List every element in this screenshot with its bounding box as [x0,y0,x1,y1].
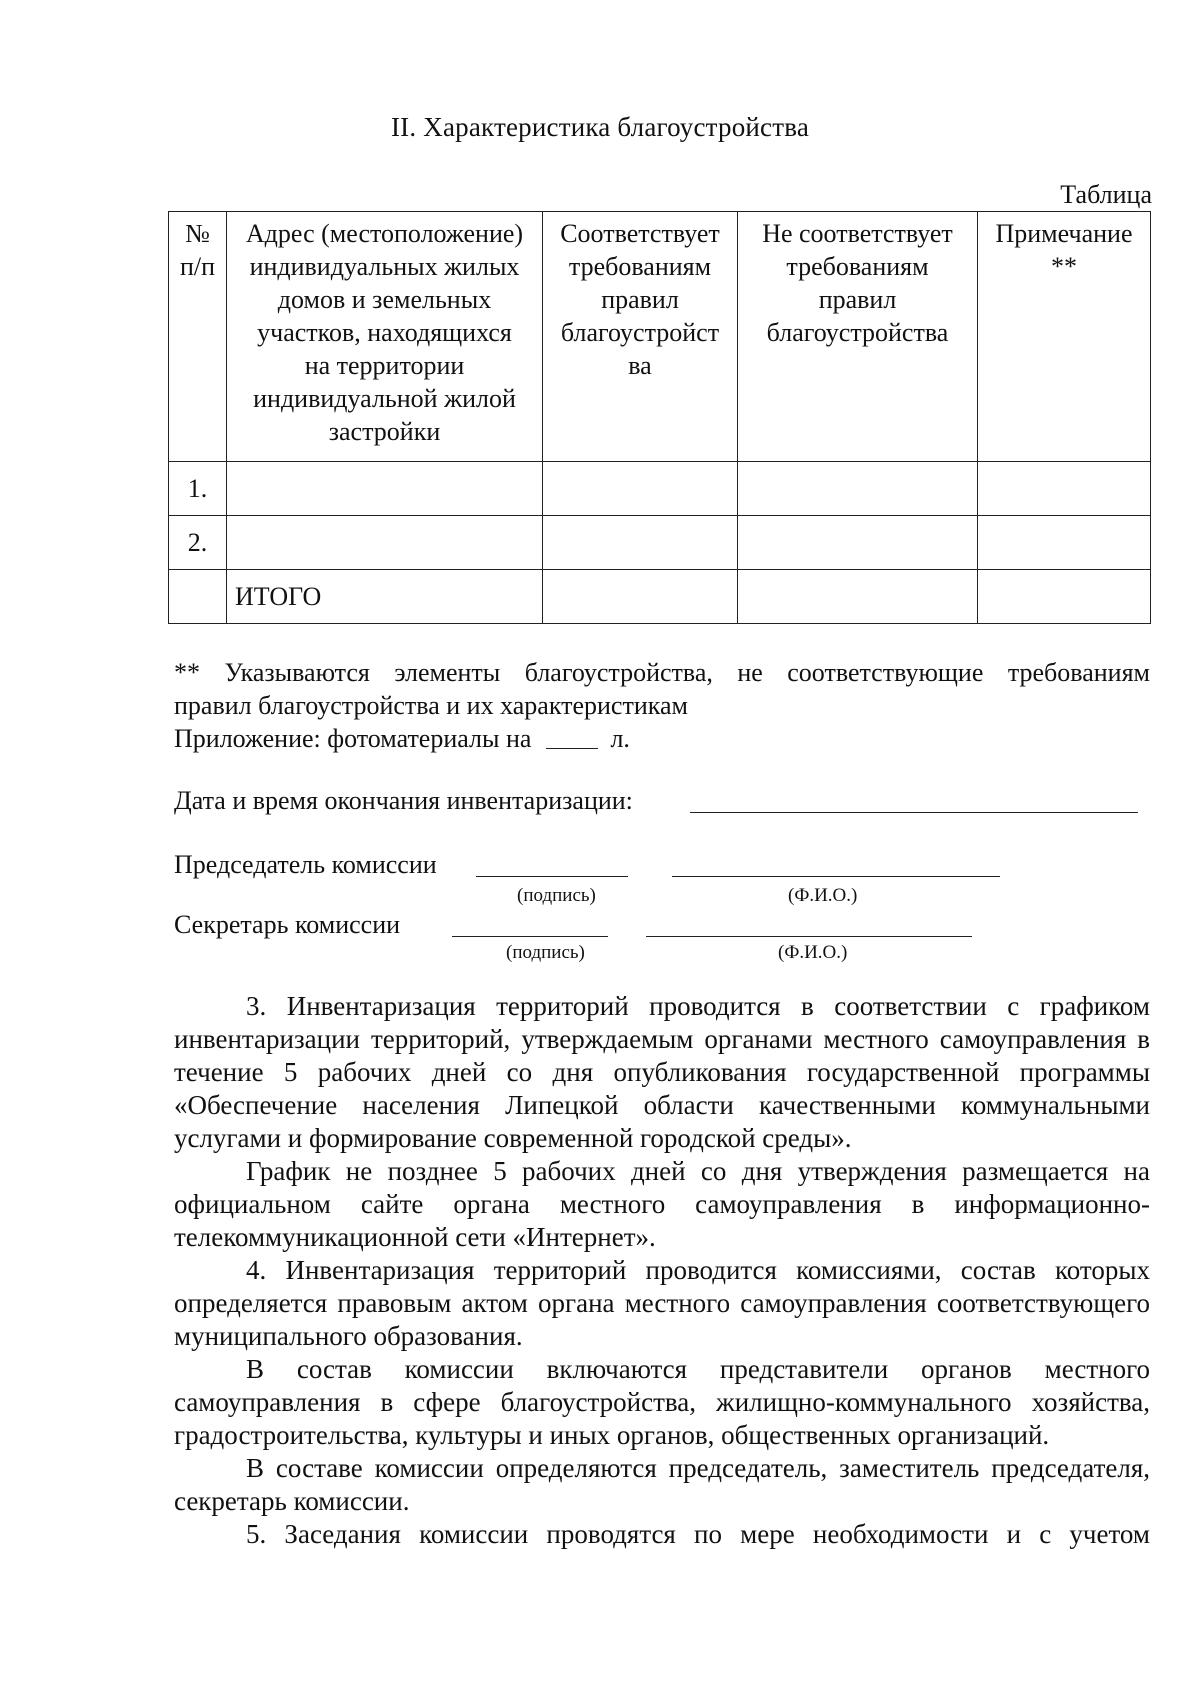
paragraph-4: 4. Инвентаризация территорий проводится комиссиями, состав которых определяется правовым актом органа местного самоуправления соответствующего муниципального образования. [174,1255,1150,1351]
header-number: № п/п [169,212,227,462]
secretary-signature-caption: (подпись) [506,942,585,963]
row-not-complies [738,570,978,624]
row-complies [543,462,738,516]
paragraph-4-composition: В состав комиссии включаются представители органов местного самоуправления в сфере благоустройства, жилищно-коммунального хозяйства, градостроительства, культуры и иных органов, общественных организаций. [174,1354,1150,1450]
paragraph-3: 3. Инвентаризация территорий проводится в соответствии с графиком инвентаризации территорий, утверждаемым органами местного самоуправления в течение 5 рабочих дней со дня опубликования государственной программы «Обеспечение населения Липецкой области качественными коммунальными услугами и формирование современной городской среды». [174,991,1150,1153]
secretary-name-caption: (Ф.И.О.) [778,942,848,963]
row-note [978,462,1151,516]
footnote-line-2: правил благоустройства и их характеристикам [174,691,688,720]
inventory-end-field [690,812,1138,813]
section-title: II. Характеристика благоустройства [390,112,810,142]
row-note [978,570,1151,624]
chairman-signature-caption: (подпись) [517,885,596,906]
table-label: Таблица [1060,180,1152,209]
row-not-complies [738,516,978,570]
chairman-name-caption: (Ф.И.О.) [788,885,858,906]
chairman-name-field [672,876,1000,877]
header-note: Примечание ** [978,212,1151,462]
table-row [169,462,1151,516]
attachment-pages-blank [546,748,598,749]
total-label: ИТОГО [227,570,543,624]
attachment-prefix: Приложение: фотоматериалы на [174,724,532,753]
row-complies [543,570,738,624]
body-text [174,990,1150,1551]
row-number [169,570,227,624]
table-row [169,516,1151,570]
secretary-signature-field [452,936,608,937]
chairman-signature-field [476,876,628,877]
row-not-complies [738,462,978,516]
footnote-line-1: ** Указываются элементы благоустройства, не соответствующие требованиям [174,658,1150,687]
header-not-complies: Не соответствует требованиям правил благоустройства [738,212,978,462]
chairman-label: Председатель комиссии [174,850,437,879]
row-address [227,516,543,570]
inventory-table [168,211,1151,624]
paragraph-4-roles: В составе комиссии определяются председатель, заместитель председателя, секретарь комиссии. [174,1453,1150,1516]
secretary-name-field [646,936,972,937]
table-header-row [169,212,1151,462]
row-address [227,462,543,516]
row-complies [543,516,738,570]
attachment-line [174,722,1150,755]
paragraph-3-schedule: График не позднее 5 рабочих дней со дня утверждения размещается на официальном сайте органа местного самоуправления в информационно-телекоммуникационной сети «Интернет». [174,1156,1150,1252]
row-number: 2. [169,516,227,570]
header-complies: Соответствует требованиям правил благоустройст ва [543,212,738,462]
attachment-suffix: л. [610,724,630,753]
paragraph-5: 5. Заседания комиссии проводятся по мере необходимости и с учетом [246,1519,1150,1549]
row-note [978,516,1151,570]
secretary-label: Секретарь комиссии [174,910,401,939]
table-total-row [169,570,1151,624]
header-address: Адрес (местоположение) индивидуальных жилых домов и земельных участков, находящихся на территории индивидуальной жилой застройки [227,212,543,462]
row-number: 1. [169,462,227,516]
inventory-end-label: Дата и время окончания инвентаризации: [174,786,633,815]
